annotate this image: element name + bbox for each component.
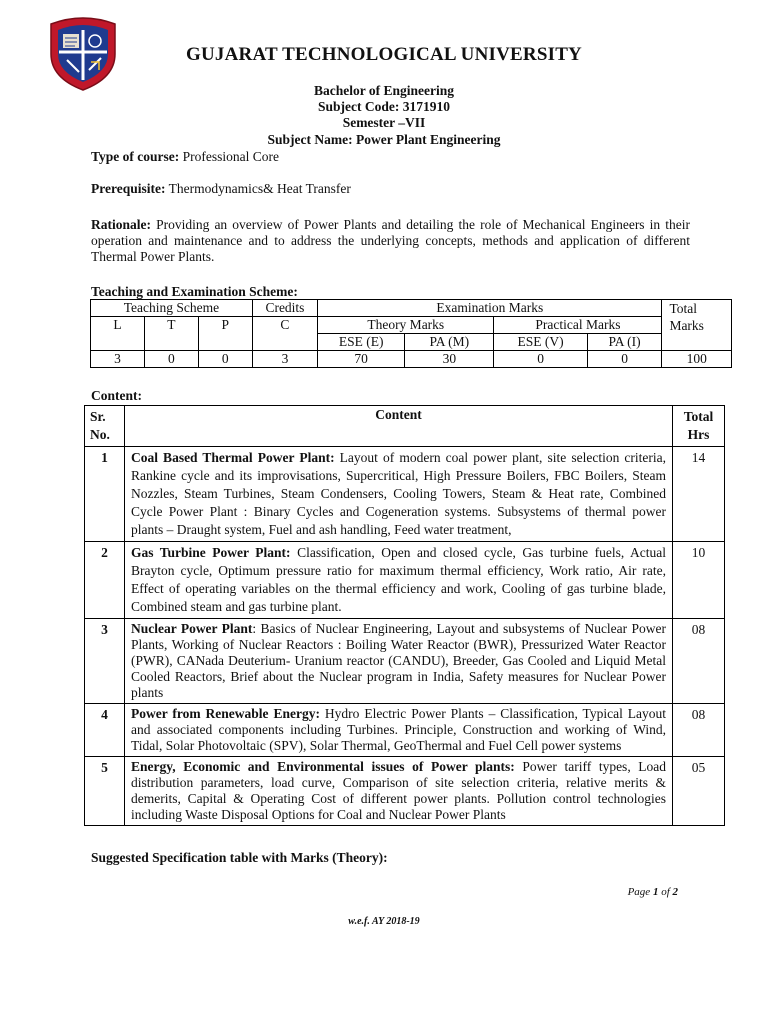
- col-ese-e: ESE (E): [318, 334, 405, 351]
- teaching-scheme-header: Teaching Scheme: [91, 300, 253, 317]
- row-hrs: 08: [673, 619, 725, 704]
- row-title: Nuclear Power Plant: [130, 621, 253, 636]
- page-current: 1: [652, 886, 659, 898]
- row-sr: 2: [85, 542, 125, 619]
- row-title: Energy, Economic and Environmental issues of Power plants:: [130, 759, 515, 774]
- col-t: T: [144, 317, 198, 351]
- row-text: Hydro Electric Power Plants – Classification, Typical Layout and associated components including Turbines. Principle, Construction and working of Wind, Tidal, Solar Photovoltaic (SPV), Solar Thermal, GeoThermal and Fuel Cell power systems: [130, 706, 667, 753]
- scheme-table: [90, 299, 732, 368]
- head-sr: Sr. No.: [85, 406, 125, 447]
- table-row: [85, 447, 725, 542]
- row-content: [124, 447, 672, 542]
- prerequisite: [91, 181, 690, 197]
- rationale-value: Providing an overview of Power Plants and detailing the role of Mechanical Engineers in their operation and maintenance and to address the underlying concepts, methods and application of different Thermal Power Plants.: [91, 217, 690, 264]
- val-pa-i: 0: [587, 351, 662, 368]
- val-c: 3: [252, 351, 317, 368]
- table-row: [85, 619, 725, 704]
- val-total: 100: [662, 351, 732, 368]
- val-ese-v: 0: [494, 351, 587, 368]
- val-l: 3: [91, 351, 145, 368]
- course-type-value: Professional Core: [179, 149, 279, 164]
- table-row: [85, 542, 725, 619]
- row-text: : Basics of Nuclear Engineering, Layout and subsystems of Nuclear Power Plants, Working of Nuclear Reactors : Boiling Water Reactor (BWR), Pressurized Water Reactor (PWR), CANada Deuterium- Uranium reactor (CANDU), Breeder, Gas Cooled and Liquid Metal Cooled Reactors, Brief about the Nuclear program in India, Safety measures for Nuclear Power plants: [130, 621, 667, 700]
- val-pa-m: 30: [405, 351, 494, 368]
- university-name: GUJARAT TECHNOLOGICAL UNIVERSITY: [186, 44, 582, 65]
- subject-name: Subject Name: Power Plant Engineering: [267, 132, 501, 147]
- row-sr: 5: [85, 757, 125, 826]
- practical-marks-header: Practical Marks: [494, 317, 662, 334]
- row-text: Classification, Open and closed cycle, Gas turbine fuels, Actual Brayton cycle, Optimum pressure ratio for maximum thermal efficiency, Work ratio, Air rate, Effect of operating variables on the thermal efficiency and work, Cooling of gas turbine blade, Combined steam and gas turbine plant.: [130, 545, 667, 614]
- content-table: [84, 405, 725, 826]
- page-total: 2: [672, 886, 678, 898]
- scheme-title: [91, 284, 690, 300]
- col-ese-v: ESE (V): [494, 334, 587, 351]
- rationale-label: Rationale:: [91, 217, 151, 232]
- row-title: Coal Based Thermal Power Plant:: [130, 450, 335, 465]
- rationale: [91, 217, 690, 265]
- suggested-spec-title: [91, 850, 690, 866]
- head-hrs: Total Hrs: [673, 406, 725, 447]
- row-text: Layout of modern coal power plant, site selection criteria, Rankine cycle and its improvisations, Supercritical, High Pressure Boilers, FBC Boilers, Steam Nozzles, Steam Turbines, Steam Condensers, Cooling Towers, Steam & Heat rate, Combined Cycle Power Plant : Binary Cycles and Cogeneration systems. Subsystems of thermal power plants – Draught system, Fuel and ash handling, Feed water treatment,: [130, 450, 667, 537]
- row-sr: 1: [85, 447, 125, 542]
- row-content: [124, 619, 672, 704]
- page-number: [628, 886, 678, 898]
- row-sr: 3: [85, 619, 125, 704]
- col-pa-i: PA (I): [587, 334, 662, 351]
- page-of: of: [658, 886, 673, 898]
- row-hrs: 14: [673, 447, 725, 542]
- row-content: [124, 704, 672, 757]
- val-ese-e: 70: [318, 351, 405, 368]
- row-sr: 4: [85, 704, 125, 757]
- table-row: [85, 757, 725, 826]
- head-content: Content: [124, 406, 672, 447]
- suggested-spec-text: Suggested Specification table with Marks (Theory):: [91, 850, 388, 865]
- subject-code: Subject Code: 3171910: [318, 99, 450, 114]
- val-t: 0: [144, 351, 198, 368]
- content-title-text: Content:: [91, 388, 142, 403]
- prerequisite-label: Prerequisite:: [91, 181, 166, 196]
- wef-note: w.e.f. AY 2018-19: [348, 916, 420, 927]
- course-type: [91, 149, 690, 165]
- row-title: Power from Renewable Energy:: [130, 706, 320, 721]
- col-pa-m: PA (M): [405, 334, 494, 351]
- row-content: [124, 542, 672, 619]
- row-hrs: 05: [673, 757, 725, 826]
- degree: Bachelor of Engineering: [314, 83, 454, 98]
- col-p: P: [198, 317, 252, 351]
- row-title: Gas Turbine Power Plant:: [130, 545, 291, 560]
- row-text: Power tariff types, Load distribution parameters, load curve, Comparison of site selection criteria, relative merits & demerits, Capital & Operating Cost of different power plants. Pollution control technologies including Waste Disposal Options for Coal and Nuclear Power Plants: [130, 759, 667, 822]
- total-marks-header: Total Marks: [662, 300, 732, 351]
- course-type-label: Type of course:: [91, 149, 180, 164]
- row-hrs: 10: [673, 542, 725, 619]
- page-prefix: Page: [627, 886, 653, 898]
- val-p: 0: [198, 351, 252, 368]
- credits-header: Credits: [252, 300, 317, 317]
- semester: Semester –VII: [342, 115, 426, 130]
- content-title: [91, 388, 690, 404]
- col-c: C: [252, 317, 317, 351]
- prerequisite-value: Thermodynamics& Heat Transfer: [165, 181, 351, 196]
- table-row: [85, 704, 725, 757]
- scheme-title-text: Teaching and Examination Scheme:: [91, 284, 298, 299]
- exam-marks-header: Examination Marks: [318, 300, 662, 317]
- row-content: [124, 757, 672, 826]
- col-l: L: [91, 317, 145, 351]
- row-hrs: 08: [673, 704, 725, 757]
- theory-marks-header: Theory Marks: [318, 317, 494, 334]
